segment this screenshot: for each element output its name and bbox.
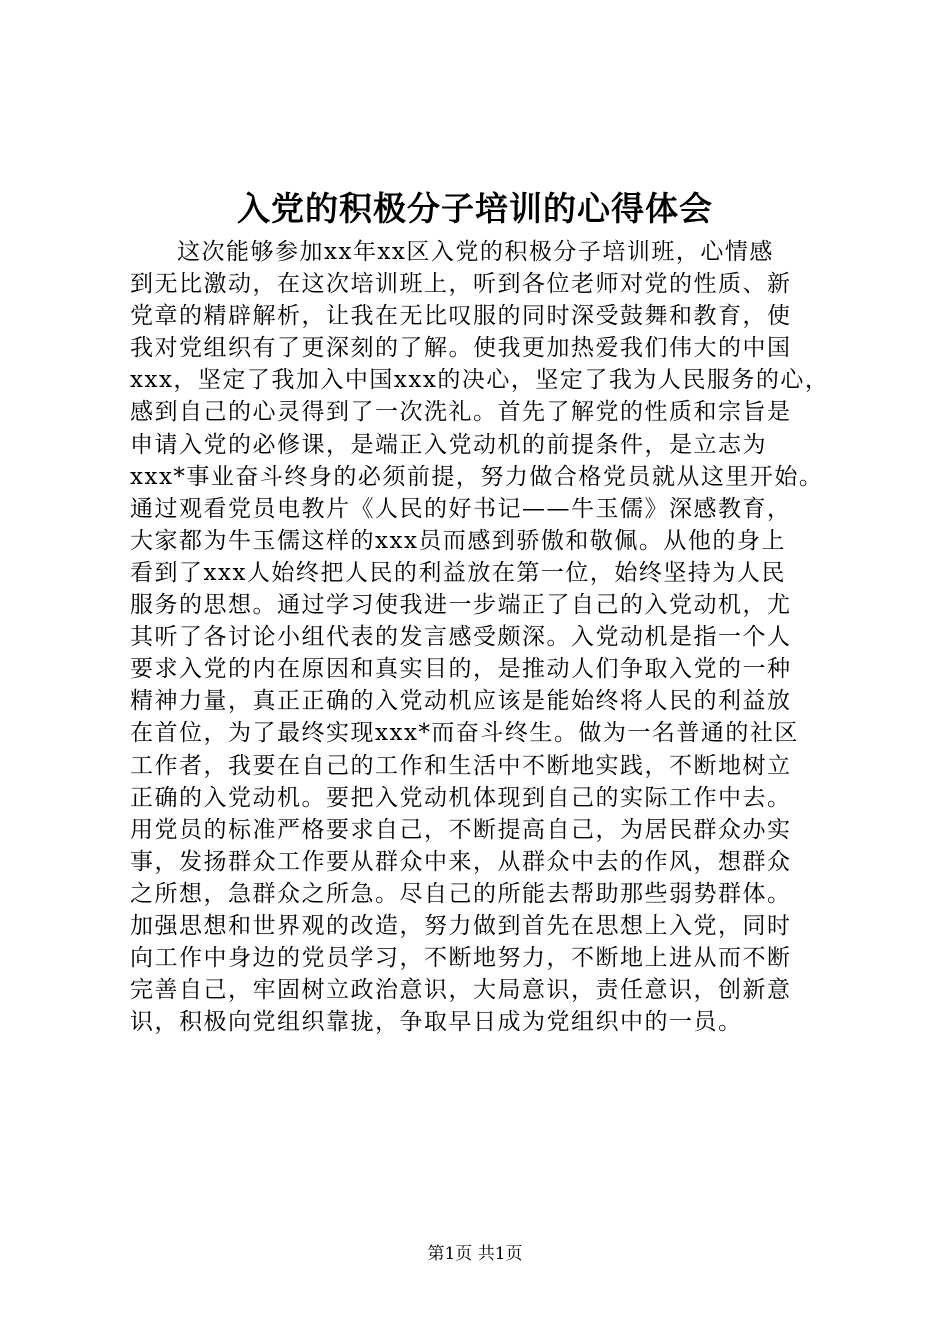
body-line: 其听了各讨论小组代表的发言感受颇深。入党动机是指一个人 (130, 624, 792, 651)
body-line: 工作者，我要在自己的工作和生活中不断地实践，不断地树立 (130, 752, 792, 779)
document-body (130, 236, 830, 1038)
body-line: 识，积极向党组织靠拢，争取早日成为党组织中的一员。 (130, 1009, 743, 1036)
body-line: 我对党组织有了更深刻的了解。使我更加热爱我们伟大的中国 (130, 335, 792, 362)
body-line: 用党员的标准严格要求自己，不断提高自己，为居民群众办实 (130, 816, 792, 843)
body-line: 在首位，为了最终实现xxx*而奋斗终生。做为一名普通的社区 (130, 720, 799, 747)
body-line: 看到了xxx人始终把人民的利益放在第一位，始终坚持为人民 (130, 559, 786, 586)
body-line: 精神力量，真正正确的入党动机应该是能始终将人民的利益放 (130, 688, 792, 715)
body-line: 申请入党的必修课，是端正入党动机的前提条件，是立志为 (130, 431, 767, 458)
body-line: 要求入党的内在原因和真实目的，是推动人们争取入党的一种 (130, 656, 792, 683)
body-line: xxx*事业奋斗终身的必须前提，努力做合格党员就从这里开始。 (130, 463, 824, 490)
body-line: 大家都为牛玉儒这样的xxx员而感到骄傲和敬佩。从他的身上 (130, 527, 786, 554)
page-number-footer: 第1页 共1页 (427, 1244, 523, 1264)
body-line: 之所想，急群众之所急。尽自己的所能去帮助那些弱势群体。 (130, 880, 792, 907)
body-line: 加强思想和世界观的改造，努力做到首先在思想上入党，同时 (130, 912, 792, 939)
body-line: 党章的精辟解析，让我在无比叹服的同时深受鼓舞和教育，使 (130, 303, 792, 330)
body-line: xxx，坚定了我加入中国xxx的决心，坚定了我为人民服务的心， (130, 367, 830, 394)
body-line: 感到自己的心灵得到了一次洗礼。首先了解党的性质和宗旨是 (130, 399, 792, 426)
body-line: 事，发扬群众工作要从群众中来，从群众中去的作风，想群众 (130, 848, 792, 875)
body-line: 这次能够参加xx年xx区入党的积极分子培训班，心情感 (177, 239, 774, 265)
body-line: 服务的思想。通过学习使我进一步端正了自己的入党动机，尤 (130, 592, 792, 619)
body-line: 向工作中身边的党员学习，不断地努力，不断地上进从而不断 (130, 945, 792, 972)
body-line: 完善自己，牢固树立政治意识，大局意识，责任意识，创新意 (130, 977, 792, 1004)
body-line: 到无比激动，在这次培训班上，听到各位老师对党的性质、新 (130, 271, 792, 298)
document-title: 入党的积极分子培训的心得体会 (237, 189, 713, 228)
body-line: 正确的入党动机。要把入党动机体现到自己的实际工作中去。 (130, 784, 792, 811)
body-line: 通过观看党员电教片《人民的好书记——牛玉儒》深感教育， (130, 495, 792, 522)
